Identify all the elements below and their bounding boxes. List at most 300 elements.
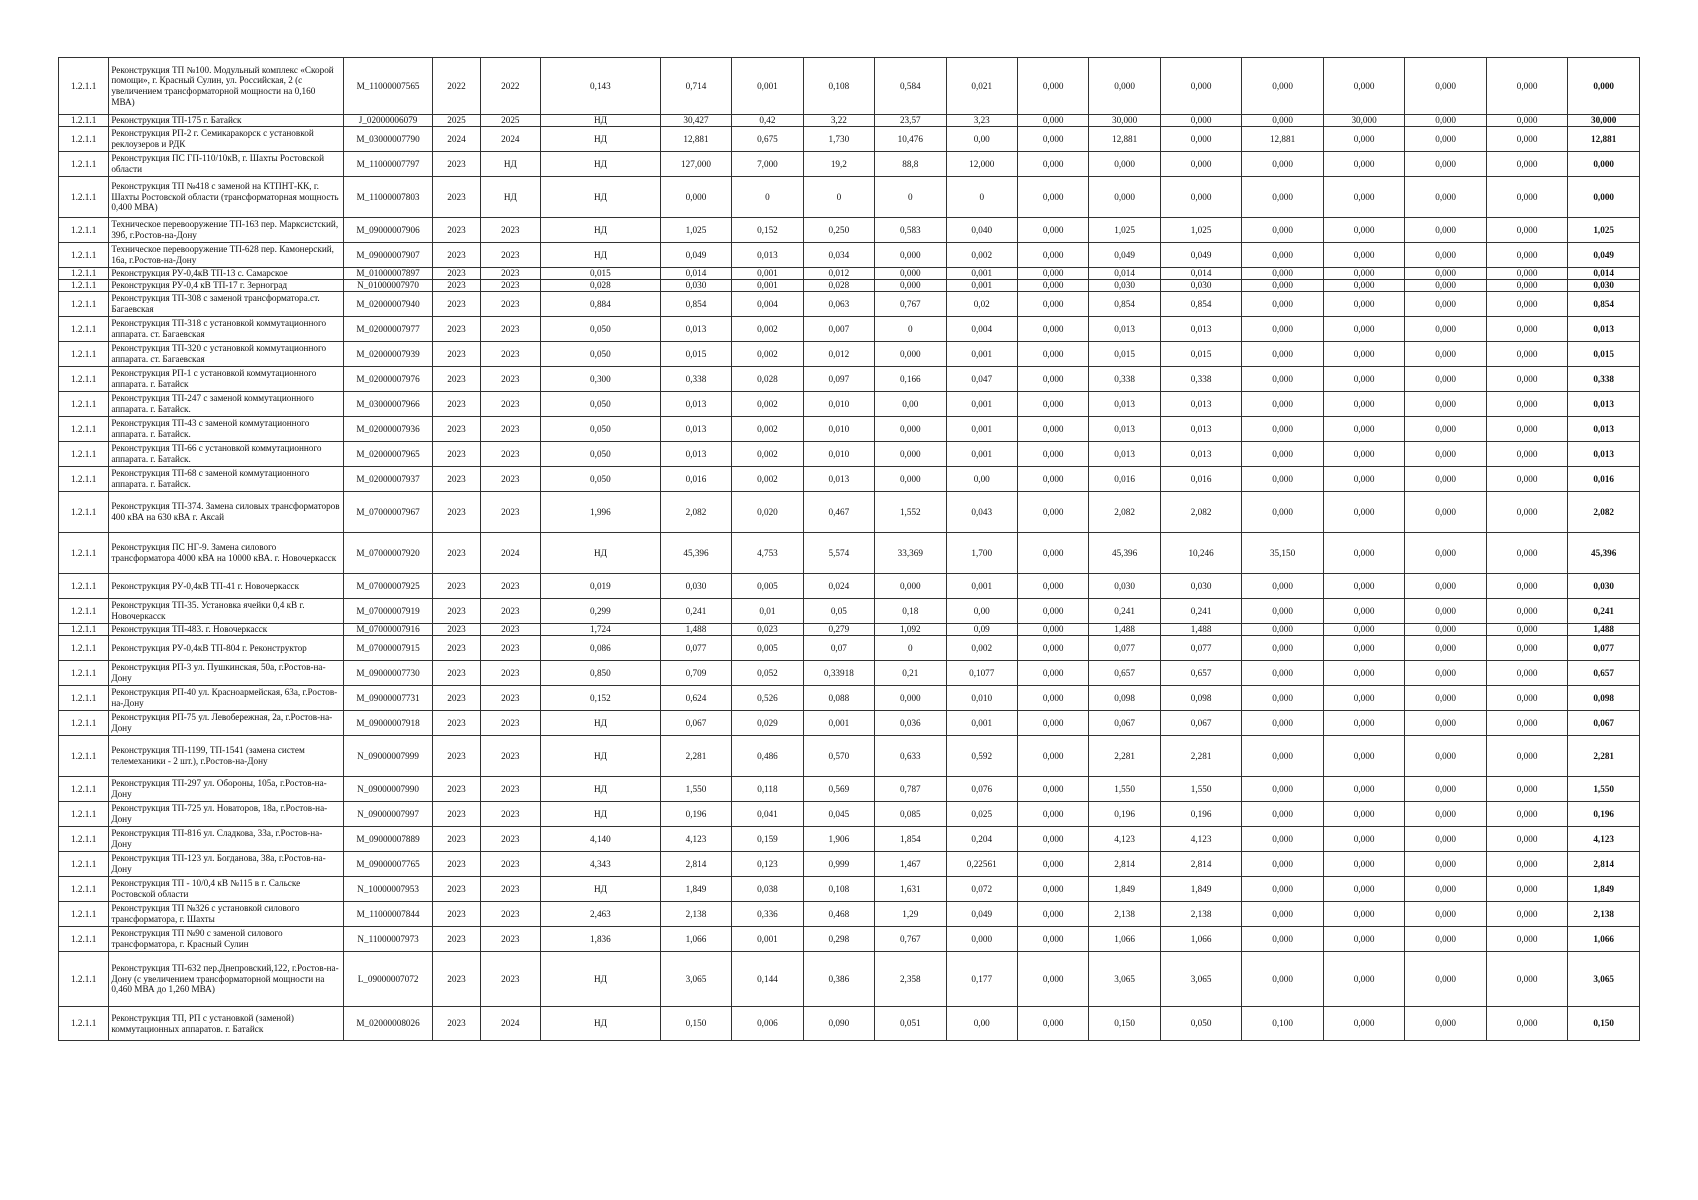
value-cell: 0,000: [1242, 280, 1324, 292]
value-cell: 0,013: [1160, 317, 1242, 342]
value-cell: 0,067: [1160, 711, 1242, 736]
value-cell: 0,338: [1089, 367, 1160, 392]
value-cell: 0,657: [1089, 661, 1160, 686]
value-cell: 0,098: [1568, 686, 1640, 711]
value-cell: 0,000: [1160, 127, 1242, 152]
value-cell: 1,724: [541, 624, 661, 636]
table-row: [59, 902, 1640, 927]
value-cell: 0,000: [1323, 636, 1405, 661]
project-name-cell: Реконструкция ТП-816 ул. Сладкова, 33а, г.Ростов-на-Дону: [109, 827, 343, 852]
value-cell: 2023: [433, 467, 480, 492]
value-cell: 0,854: [660, 292, 731, 317]
project-name-cell: Реконструкция ТП - 10/0,4 кВ №115 в г. Сальске Ростовской области: [109, 877, 343, 902]
project-name-cell: Реконструкция ТП, РП с установкой (заменой) коммутационных аппаратов. г. Батайск: [109, 1007, 343, 1041]
value-cell: 0,000: [875, 268, 946, 280]
value-cell: 0,00: [875, 392, 946, 417]
table-row: [59, 1007, 1640, 1041]
value-cell: 12,881: [1568, 127, 1640, 152]
value-cell: 0,076: [946, 777, 1017, 802]
value-cell: 0,000: [1405, 115, 1487, 127]
value-cell: 0,000: [1323, 802, 1405, 827]
table-row: [59, 574, 1640, 599]
value-cell: 0,000: [1405, 711, 1487, 736]
value-cell: 0,000: [1486, 1007, 1568, 1041]
value-cell: 0,000: [1242, 342, 1324, 367]
value-cell: 0,000: [1486, 58, 1568, 115]
value-cell: 0,067: [1089, 711, 1160, 736]
value-cell: 0,019: [541, 574, 661, 599]
value-cell: 2023: [480, 317, 540, 342]
value-cell: 0,030: [1089, 574, 1160, 599]
value-cell: 0,000: [1486, 467, 1568, 492]
value-cell: 0,000: [1486, 711, 1568, 736]
value-cell: 0,000: [1405, 777, 1487, 802]
item-number-cell: 1.2.1.1: [59, 292, 109, 317]
value-cell: 0,000: [1486, 342, 1568, 367]
value-cell: 0,000: [1405, 442, 1487, 467]
value-cell: 0,000: [1405, 58, 1487, 115]
value-cell: 0,088: [803, 686, 874, 711]
table-row: [59, 736, 1640, 777]
value-cell: 0,000: [1568, 177, 1640, 218]
project-id-cell: N_09000007999: [343, 736, 433, 777]
value-cell: 2023: [480, 392, 540, 417]
value-cell: 2023: [433, 952, 480, 1007]
value-cell: 0,09: [946, 624, 1017, 636]
value-cell: 0,241: [660, 599, 731, 624]
value-cell: 0,000: [1323, 1007, 1405, 1041]
project-name-cell: Реконструкция ТП №90 с заменой силового трансформатора, г. Красный Сулин: [109, 927, 343, 952]
item-number-cell: 1.2.1.1: [59, 467, 109, 492]
table-row: [59, 317, 1640, 342]
value-cell: 2022: [433, 58, 480, 115]
value-cell: 0,000: [1017, 533, 1088, 574]
value-cell: 0,016: [1089, 467, 1160, 492]
project-name-cell: Реконструкция ТП-247 с заменой коммутационного аппарата. г. Батайск.: [109, 392, 343, 417]
item-number-cell: 1.2.1.1: [59, 58, 109, 115]
value-cell: 0,013: [660, 442, 731, 467]
value-cell: 1,849: [1160, 877, 1242, 902]
value-cell: 0,050: [541, 417, 661, 442]
value-cell: 0,584: [875, 58, 946, 115]
value-cell: 2023: [480, 292, 540, 317]
project-name-cell: Реконструкция ТП-725 ул. Новаторов, 18а, г.Ростов-на-Дону: [109, 802, 343, 827]
value-cell: 0,241: [1089, 599, 1160, 624]
value-cell: 0,299: [541, 599, 661, 624]
value-cell: 0,386: [803, 952, 874, 1007]
table-row: [59, 58, 1640, 115]
value-cell: 0,02: [946, 292, 1017, 317]
value-cell: 0,000: [1017, 243, 1088, 268]
value-cell: 2023: [433, 686, 480, 711]
value-cell: 0,000: [1486, 877, 1568, 902]
project-name-cell: Реконструкция РУ-0,4кВ ТП-13 с. Самарское: [109, 268, 343, 280]
value-cell: 0,067: [1568, 711, 1640, 736]
value-cell: 2023: [480, 802, 540, 827]
value-cell: НД: [480, 152, 540, 177]
value-cell: 0,049: [1089, 243, 1160, 268]
value-cell: 0,028: [803, 280, 874, 292]
table-row: [59, 711, 1640, 736]
value-cell: 0,013: [1160, 392, 1242, 417]
item-number-cell: 1.2.1.1: [59, 442, 109, 467]
value-cell: 0,000: [1486, 243, 1568, 268]
value-cell: 0: [875, 636, 946, 661]
value-cell: 2024: [433, 127, 480, 152]
value-cell: 3,065: [1568, 952, 1640, 1007]
value-cell: 0,013: [1160, 417, 1242, 442]
project-id-cell: M_02000007936: [343, 417, 433, 442]
value-cell: 0,000: [1160, 152, 1242, 177]
value-cell: 2023: [433, 317, 480, 342]
value-cell: 2,281: [1089, 736, 1160, 777]
value-cell: 0,000: [1242, 417, 1324, 442]
value-cell: 0,100: [1242, 1007, 1324, 1041]
value-cell: 0,000: [1323, 292, 1405, 317]
table-row: [59, 777, 1640, 802]
value-cell: НД: [541, 218, 661, 243]
value-cell: 0,108: [803, 877, 874, 902]
project-id-cell: M_02000007939: [343, 342, 433, 367]
value-cell: 0,300: [541, 367, 661, 392]
value-cell: 0,000: [1017, 58, 1088, 115]
value-cell: 0,241: [1160, 599, 1242, 624]
value-cell: 2023: [433, 268, 480, 280]
value-cell: 2,814: [1568, 852, 1640, 877]
value-cell: 0,000: [1017, 827, 1088, 852]
value-cell: 0,000: [1017, 877, 1088, 902]
value-cell: 0,150: [1089, 1007, 1160, 1041]
value-cell: 0,000: [1405, 243, 1487, 268]
value-cell: 0,077: [1568, 636, 1640, 661]
value-cell: 2023: [433, 280, 480, 292]
value-cell: 0,000: [1089, 177, 1160, 218]
value-cell: 10,246: [1160, 533, 1242, 574]
value-cell: 0,000: [1242, 927, 1324, 952]
value-cell: 0,005: [732, 574, 803, 599]
project-id-cell: M_07000007925: [343, 574, 433, 599]
value-cell: 1,066: [1160, 927, 1242, 952]
value-cell: 0,010: [803, 442, 874, 467]
value-cell: НД: [541, 802, 661, 827]
table-row: [59, 280, 1640, 292]
value-cell: 2,281: [1568, 736, 1640, 777]
value-cell: 0,000: [1242, 852, 1324, 877]
value-cell: 4,140: [541, 827, 661, 852]
value-cell: 0,000: [1405, 317, 1487, 342]
value-cell: 0,000: [1242, 467, 1324, 492]
value-cell: 1,730: [803, 127, 874, 152]
value-cell: 0,000: [1568, 152, 1640, 177]
project-id-cell: M_09000007765: [343, 852, 433, 877]
value-cell: 0,025: [946, 802, 1017, 827]
project-name-cell: Техническое перевооружение ТП-163 пер. Марксистский, 39б, г.Ростов-на-Дону: [109, 218, 343, 243]
value-cell: 0,000: [1405, 280, 1487, 292]
project-id-cell: M_09000007731: [343, 686, 433, 711]
value-cell: 0,050: [541, 392, 661, 417]
value-cell: 0,067: [660, 711, 731, 736]
value-cell: 0,014: [1089, 268, 1160, 280]
value-cell: 0,000: [1017, 574, 1088, 599]
value-cell: 0,000: [1017, 624, 1088, 636]
project-name-cell: Реконструкция РУ-0,4кВ ТП-804 г. Реконструктор: [109, 636, 343, 661]
value-cell: 0,241: [1568, 599, 1640, 624]
value-cell: 2023: [480, 624, 540, 636]
value-cell: 0,000: [1486, 115, 1568, 127]
value-cell: 0,001: [732, 927, 803, 952]
value-cell: 0,000: [946, 927, 1017, 952]
value-cell: 0: [946, 177, 1017, 218]
value-cell: 0,010: [946, 686, 1017, 711]
value-cell: 0,000: [1405, 852, 1487, 877]
value-cell: 0,000: [1405, 574, 1487, 599]
value-cell: 0,000: [1017, 636, 1088, 661]
table-row: [59, 218, 1640, 243]
value-cell: 0,030: [660, 280, 731, 292]
value-cell: 0,004: [732, 292, 803, 317]
value-cell: 0,000: [1323, 243, 1405, 268]
value-cell: 0,000: [1017, 115, 1088, 127]
value-cell: 0,000: [1017, 367, 1088, 392]
value-cell: 2023: [480, 367, 540, 392]
value-cell: 0,00: [946, 599, 1017, 624]
value-cell: 0,000: [1089, 58, 1160, 115]
value-cell: 0,034: [803, 243, 874, 268]
value-cell: 0,000: [875, 417, 946, 442]
item-number-cell: 1.2.1.1: [59, 280, 109, 292]
value-cell: 0,000: [1405, 177, 1487, 218]
value-cell: НД: [541, 243, 661, 268]
value-cell: 4,123: [660, 827, 731, 852]
project-name-cell: Реконструкция ТП №100. Модульный комплекс «Скорой помощи», г. Красный Сулин, ул. Российская, 2 (с увеличением трансформаторной мощности на 0,160 МВА): [109, 58, 343, 115]
value-cell: 0,000: [1017, 1007, 1088, 1041]
value-cell: 0,000: [1017, 777, 1088, 802]
table-row: [59, 877, 1640, 902]
value-cell: 12,881: [660, 127, 731, 152]
value-cell: 0,000: [1323, 736, 1405, 777]
value-cell: 0,077: [1089, 636, 1160, 661]
value-cell: 0,298: [803, 927, 874, 952]
value-cell: 0,196: [1089, 802, 1160, 827]
value-cell: 0,013: [1089, 317, 1160, 342]
value-cell: 0,000: [1160, 177, 1242, 218]
value-cell: 2023: [433, 292, 480, 317]
value-cell: 0,001: [946, 268, 1017, 280]
value-cell: 0,000: [875, 686, 946, 711]
project-id-cell: M_02000007937: [343, 467, 433, 492]
value-cell: 0,000: [1323, 533, 1405, 574]
value-cell: 0,000: [1242, 661, 1324, 686]
project-name-cell: Реконструкция ТП-374. Замена силовых трансформаторов 400 кВА на 630 кВА г. Аксай: [109, 492, 343, 533]
item-number-cell: 1.2.1.1: [59, 952, 109, 1007]
value-cell: 1,854: [875, 827, 946, 852]
project-name-cell: Реконструкция ТП-43 с заменой коммутационного аппарата. г. Батайск.: [109, 417, 343, 442]
value-cell: 0,000: [1486, 777, 1568, 802]
value-cell: 0,000: [1017, 686, 1088, 711]
project-name-cell: Реконструкция ТП №326 с установкой силового трансформатора, г. Шахты: [109, 902, 343, 927]
value-cell: 0,015: [660, 342, 731, 367]
project-id-cell: M_02000008026: [343, 1007, 433, 1041]
value-cell: 2023: [480, 342, 540, 367]
value-cell: 2023: [433, 802, 480, 827]
value-cell: 0,000: [1017, 317, 1088, 342]
value-cell: 0,000: [1017, 417, 1088, 442]
value-cell: 0,000: [1017, 952, 1088, 1007]
value-cell: 0,000: [1405, 599, 1487, 624]
table-row: [59, 827, 1640, 852]
table-row: [59, 292, 1640, 317]
value-cell: 0,250: [803, 218, 874, 243]
value-cell: 0,013: [1089, 392, 1160, 417]
item-number-cell: 1.2.1.1: [59, 243, 109, 268]
value-cell: 0,000: [1017, 467, 1088, 492]
table-row: [59, 599, 1640, 624]
value-cell: 0,013: [660, 392, 731, 417]
project-id-cell: M_09000007906: [343, 218, 433, 243]
value-cell: 0,000: [1486, 686, 1568, 711]
value-cell: 0,000: [1486, 218, 1568, 243]
value-cell: 2023: [433, 624, 480, 636]
project-name-cell: Реконструкция РП-2 г. Семикаракорск с установкой реклоузеров и РДК: [109, 127, 343, 152]
value-cell: 0,013: [1568, 442, 1640, 467]
value-cell: 0,001: [732, 280, 803, 292]
project-name-cell: Реконструкция ТП-318 с установкой коммутационного аппарата. ст. Багаевская: [109, 317, 343, 342]
value-cell: 2023: [433, 177, 480, 218]
item-number-cell: 1.2.1.1: [59, 115, 109, 127]
project-name-cell: Реконструкция ТП-320 с установкой коммутационного аппарата. ст. Багаевская: [109, 342, 343, 367]
value-cell: 0,001: [732, 58, 803, 115]
item-number-cell: 1.2.1.1: [59, 574, 109, 599]
value-cell: 0,000: [1486, 268, 1568, 280]
value-cell: 0,001: [803, 711, 874, 736]
value-cell: 7,000: [732, 152, 803, 177]
value-cell: 2024: [480, 533, 540, 574]
project-id-cell: L_09000007072: [343, 952, 433, 1007]
value-cell: 0,063: [803, 292, 874, 317]
project-name-cell: Реконструкция ТП-308 с заменой трансформатора.ст. Багаевская: [109, 292, 343, 317]
item-number-cell: 1.2.1.1: [59, 636, 109, 661]
value-cell: 30,000: [1568, 115, 1640, 127]
value-cell: 0,041: [732, 802, 803, 827]
value-cell: 2023: [433, 152, 480, 177]
value-cell: 0,077: [660, 636, 731, 661]
value-cell: 0,000: [1405, 661, 1487, 686]
value-cell: 2023: [433, 636, 480, 661]
value-cell: 0,000: [875, 442, 946, 467]
table-row: [59, 927, 1640, 952]
value-cell: 0,005: [732, 636, 803, 661]
value-cell: 0,000: [1017, 342, 1088, 367]
value-cell: 2023: [433, 927, 480, 952]
project-id-cell: M_03000007966: [343, 392, 433, 417]
value-cell: 2023: [433, 218, 480, 243]
value-cell: 0,000: [1242, 902, 1324, 927]
item-number-cell: 1.2.1.1: [59, 492, 109, 533]
value-cell: 0,013: [1089, 442, 1160, 467]
value-cell: 0,05: [803, 599, 874, 624]
value-cell: 1,700: [946, 533, 1017, 574]
value-cell: 0,000: [1089, 152, 1160, 177]
value-cell: 45,396: [660, 533, 731, 574]
value-cell: 0,052: [732, 661, 803, 686]
project-id-cell: M_07000007920: [343, 533, 433, 574]
value-cell: 0,000: [1323, 317, 1405, 342]
value-cell: 0,22561: [946, 852, 1017, 877]
value-cell: 0,150: [1568, 1007, 1640, 1041]
value-cell: 0,001: [946, 711, 1017, 736]
table-row: [59, 367, 1640, 392]
item-number-cell: 1.2.1.1: [59, 599, 109, 624]
value-cell: 0,001: [946, 392, 1017, 417]
value-cell: НД: [541, 127, 661, 152]
value-cell: 0,097: [803, 367, 874, 392]
value-cell: 1,066: [660, 927, 731, 952]
value-cell: 0,150: [660, 1007, 731, 1041]
value-cell: 2023: [480, 492, 540, 533]
value-cell: 2024: [480, 1007, 540, 1041]
value-cell: 0,086: [541, 636, 661, 661]
value-cell: 0,030: [1160, 574, 1242, 599]
value-cell: 0,854: [1568, 292, 1640, 317]
value-cell: 0,002: [732, 317, 803, 342]
value-cell: 0,013: [660, 417, 731, 442]
value-cell: 1,552: [875, 492, 946, 533]
value-cell: 0,000: [1242, 827, 1324, 852]
value-cell: 0,049: [946, 902, 1017, 927]
project-id-cell: M_02000007940: [343, 292, 433, 317]
table-row: [59, 417, 1640, 442]
value-cell: 2,138: [1089, 902, 1160, 927]
project-name-cell: Реконструкция ТП-66 с установкой коммутационного аппарата. г. Батайск.: [109, 442, 343, 467]
table-row: [59, 533, 1640, 574]
value-cell: 0,000: [1323, 624, 1405, 636]
value-cell: НД: [541, 177, 661, 218]
value-cell: 2023: [433, 827, 480, 852]
value-cell: 0,000: [1405, 624, 1487, 636]
value-cell: 2025: [480, 115, 540, 127]
project-id-cell: J_02000006079: [343, 115, 433, 127]
value-cell: 0,196: [660, 802, 731, 827]
value-cell: 0,338: [1568, 367, 1640, 392]
value-cell: 0,000: [1405, 127, 1487, 152]
value-cell: 0,049: [660, 243, 731, 268]
value-cell: 0,159: [732, 827, 803, 852]
value-cell: 0,013: [732, 243, 803, 268]
value-cell: 1,025: [1089, 218, 1160, 243]
value-cell: 0,000: [1017, 177, 1088, 218]
table-row: [59, 342, 1640, 367]
value-cell: 88,8: [875, 152, 946, 177]
project-name-cell: Реконструкция ПС НГ-9. Замена силового трансформатора 4000 кВА на 10000 кВА. г. Новочеркасск: [109, 533, 343, 574]
value-cell: 0,709: [660, 661, 731, 686]
value-cell: 2023: [433, 1007, 480, 1041]
value-cell: 2023: [480, 852, 540, 877]
value-cell: 12,881: [1089, 127, 1160, 152]
value-cell: 0,583: [875, 218, 946, 243]
value-cell: 0,624: [660, 686, 731, 711]
value-cell: НД: [541, 533, 661, 574]
value-cell: 0,000: [1405, 392, 1487, 417]
value-cell: 0,00: [946, 127, 1017, 152]
value-cell: НД: [541, 736, 661, 777]
value-cell: 2,463: [541, 902, 661, 927]
value-cell: 0,072: [946, 877, 1017, 902]
table-row: [59, 802, 1640, 827]
project-id-cell: M_01000007897: [343, 268, 433, 280]
value-cell: 2023: [480, 711, 540, 736]
value-cell: 30,427: [660, 115, 731, 127]
value-cell: 2025: [433, 115, 480, 127]
